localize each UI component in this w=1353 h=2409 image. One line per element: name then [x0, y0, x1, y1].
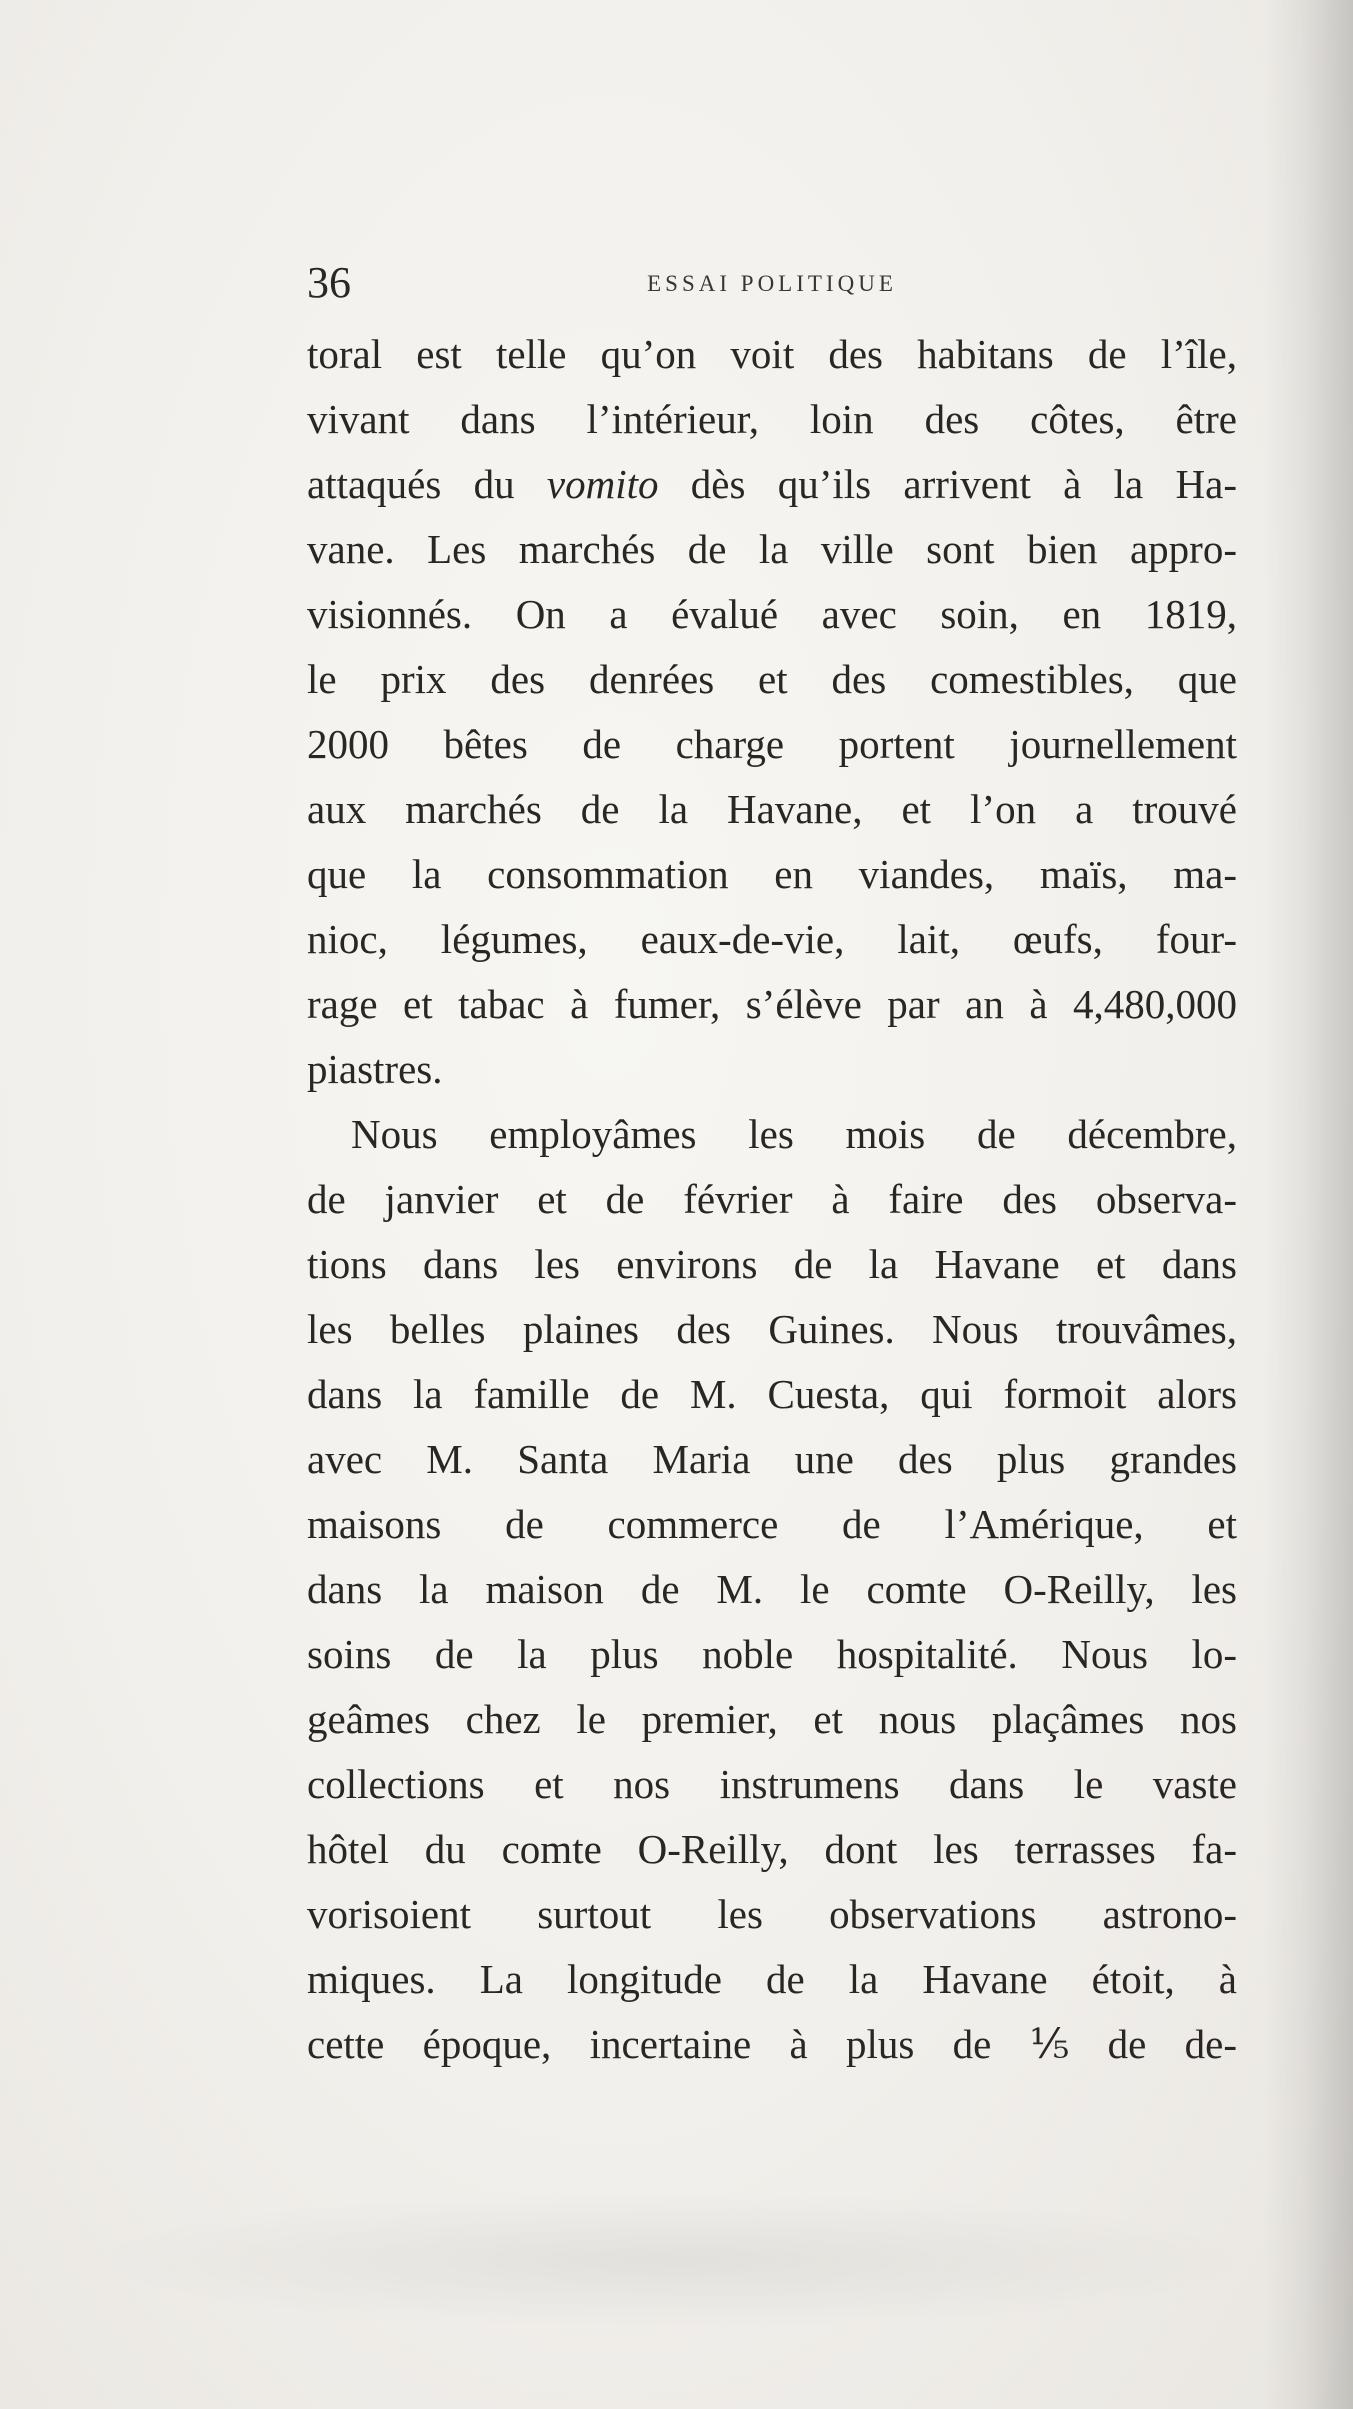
- text-line: miques. La longitude de la Havane étoit, à: [307, 1956, 1237, 2002]
- text-line: visionnés. On a évalué avec soin, en 1819,: [307, 591, 1237, 637]
- text-line: que la consommation en viandes, maïs, ma-: [307, 851, 1237, 897]
- paragraph-start-line: Nous employâmes les mois de décembre,: [351, 1111, 1237, 1157]
- text-line: les belles plaines des Guines. Nous trouvâmes,: [307, 1306, 1237, 1352]
- page-header: [307, 258, 1237, 308]
- page-bottom-shadow: [80, 2190, 1260, 2330]
- text-span: attaqués du: [307, 461, 547, 507]
- text-line: soins de la plus noble hospitalité. Nous lo-: [307, 1631, 1237, 1677]
- page-number: 36: [307, 258, 351, 307]
- text-line: tions dans les environs de la Havane et dans: [307, 1241, 1237, 1287]
- page-edge-shadow: [1263, 0, 1353, 2409]
- text-line: dans la famille de M. Cuesta, qui formoit alors: [307, 1371, 1237, 1417]
- text-line: nioc, légumes, eaux-de-vie, lait, œufs, four-: [307, 916, 1237, 962]
- text-line: 2000 bêtes de charge portent journellement: [307, 721, 1237, 767]
- text-line: cette époque, incertaine à plus de ⅕ de de-: [307, 2021, 1237, 2067]
- paragraph-end-line: piastres.: [307, 1046, 443, 1092]
- italic-word: vomito: [546, 461, 659, 507]
- text-line: hôtel du comte O-Reilly, dont les terrasses fa-: [307, 1826, 1237, 1872]
- text-line: vane. Les marchés de la ville sont bien appro-: [307, 526, 1237, 572]
- text-line: maisons de commerce de l’Amérique, et: [307, 1501, 1237, 1547]
- text-line: vivant dans l’intérieur, loin des côtes, être: [307, 396, 1237, 442]
- text-line: rage et tabac à fumer, s’élève par an à 4,480,000: [307, 981, 1237, 1027]
- running-title: ESSAI POLITIQUE: [647, 271, 897, 296]
- text-span: dès qu’ils arrivent à la Ha-: [658, 461, 1237, 507]
- text-line: toral est telle qu’on voit des habitans de l’île,: [307, 331, 1237, 377]
- text-line: vorisoient surtout les observations astrono-: [307, 1891, 1237, 1937]
- text-line: collections et nos instrumens dans le vaste: [307, 1761, 1237, 1807]
- text-line: de janvier et de février à faire des observa-: [307, 1176, 1237, 1222]
- text-line-with-italic: [307, 452, 1237, 517]
- text-line: geâmes chez le premier, et nous plaçâmes nos: [307, 1696, 1237, 1742]
- text-line: avec M. Santa Maria une des plus grandes: [307, 1436, 1237, 1482]
- text-line: aux marchés de la Havane, et l’on a trouvé: [307, 786, 1237, 832]
- body-text: [307, 322, 1237, 2077]
- text-line: le prix des denrées et des comestibles, que: [307, 656, 1237, 702]
- text-line: dans la maison de M. le comte O-Reilly, les: [307, 1566, 1237, 1612]
